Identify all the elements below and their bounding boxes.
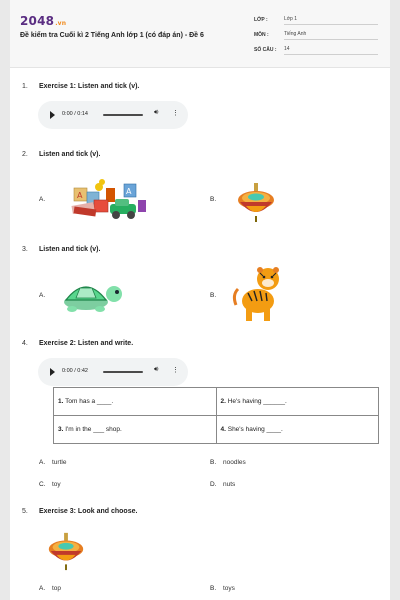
- option-text: noodles: [223, 459, 246, 466]
- table-row: [54, 416, 379, 444]
- option-text: turtle: [52, 459, 67, 466]
- question-title: Exercise 1: Listen and tick (v).: [39, 83, 140, 90]
- meta-label: SỐ CÂU :: [254, 47, 277, 53]
- turtle-picture: [58, 272, 124, 316]
- table-cell: [216, 416, 379, 444]
- audio-time: 0:00 / 0:14: [62, 111, 88, 117]
- table-row: [54, 388, 379, 416]
- cell-number: 1.: [58, 398, 64, 405]
- option-text: top: [52, 585, 62, 592]
- question-title: Listen and tick (v).: [39, 151, 101, 158]
- option-letter: A.: [39, 292, 46, 299]
- option-letter: B.: [210, 292, 217, 299]
- option-letter: A.: [39, 585, 46, 592]
- svg-text:A: A: [77, 191, 83, 200]
- more-vert-icon[interactable]: ⋮: [172, 110, 179, 117]
- worksheet-header: [10, 0, 390, 68]
- question-number: 1.: [22, 83, 28, 90]
- volume-icon[interactable]: 🔊︎: [154, 109, 159, 116]
- play-icon[interactable]: [50, 368, 55, 376]
- option-letter: B.: [210, 585, 217, 592]
- question-number: 5.: [22, 508, 28, 515]
- site-logo[interactable]: [20, 14, 66, 28]
- svg-text:A: A: [126, 187, 132, 196]
- audio-player-1[interactable]: [38, 101, 188, 129]
- cell-text: Tom has a ____.: [65, 398, 114, 405]
- table-cell: [54, 416, 217, 444]
- option-letter: B.: [210, 459, 217, 466]
- logo-text: 2048: [20, 14, 55, 28]
- question-number: 2.: [22, 151, 28, 158]
- question-title: Exercise 3: Look and choose.: [39, 508, 138, 515]
- spinning-top-picture: [42, 530, 90, 572]
- meta-label: MÔN :: [254, 32, 269, 38]
- audio-player-2[interactable]: [38, 358, 188, 386]
- more-vert-icon[interactable]: ⋮: [172, 367, 179, 374]
- tiger-picture: [230, 265, 290, 323]
- table-cell: [54, 388, 217, 416]
- meta-value: Tiếng Anh: [284, 31, 378, 40]
- play-icon[interactable]: [50, 111, 55, 119]
- meta-label: LỚP :: [254, 17, 268, 23]
- audio-time: 0:00 / 0:42: [62, 368, 88, 374]
- question-title: Exercise 2: Listen and write.: [39, 340, 134, 347]
- meta-value: Lớp 1: [284, 16, 378, 25]
- option-letter: B.: [210, 196, 217, 203]
- question-number: 3.: [22, 246, 28, 253]
- option-letter: C.: [39, 481, 46, 488]
- cell-text: She's having ____.: [227, 426, 283, 433]
- meta-value: 14: [284, 46, 378, 55]
- option-letter: D.: [210, 481, 217, 488]
- logo-suffix: .vn: [55, 20, 67, 27]
- option-letter: A.: [39, 459, 46, 466]
- toys-picture: [60, 178, 150, 223]
- audio-progress-track[interactable]: [103, 371, 143, 373]
- cell-text: He's having ______.: [227, 398, 287, 405]
- cell-number: 3.: [58, 426, 64, 433]
- option-letter: A.: [39, 196, 46, 203]
- cell-number: 2.: [220, 398, 226, 405]
- volume-icon[interactable]: 🔊︎: [154, 366, 159, 373]
- question-title: Listen and tick (v).: [39, 246, 101, 253]
- option-text: toy: [52, 481, 61, 488]
- cell-number: 4.: [220, 426, 226, 433]
- audio-progress-track[interactable]: [103, 114, 143, 116]
- worksheet-page: [10, 0, 390, 600]
- option-text: nuts: [223, 481, 236, 488]
- cell-text: I'm in the ___ shop.: [65, 426, 122, 433]
- document-title: Đề kiểm tra Cuối kì 2 Tiếng Anh lớp 1 (có đáp án) - Đề 6: [20, 32, 204, 39]
- table-cell: [216, 388, 379, 416]
- fill-in-table: [53, 387, 379, 444]
- option-text: toys: [223, 585, 235, 592]
- spinning-top-picture: [234, 180, 278, 224]
- question-number: 4.: [22, 340, 28, 347]
